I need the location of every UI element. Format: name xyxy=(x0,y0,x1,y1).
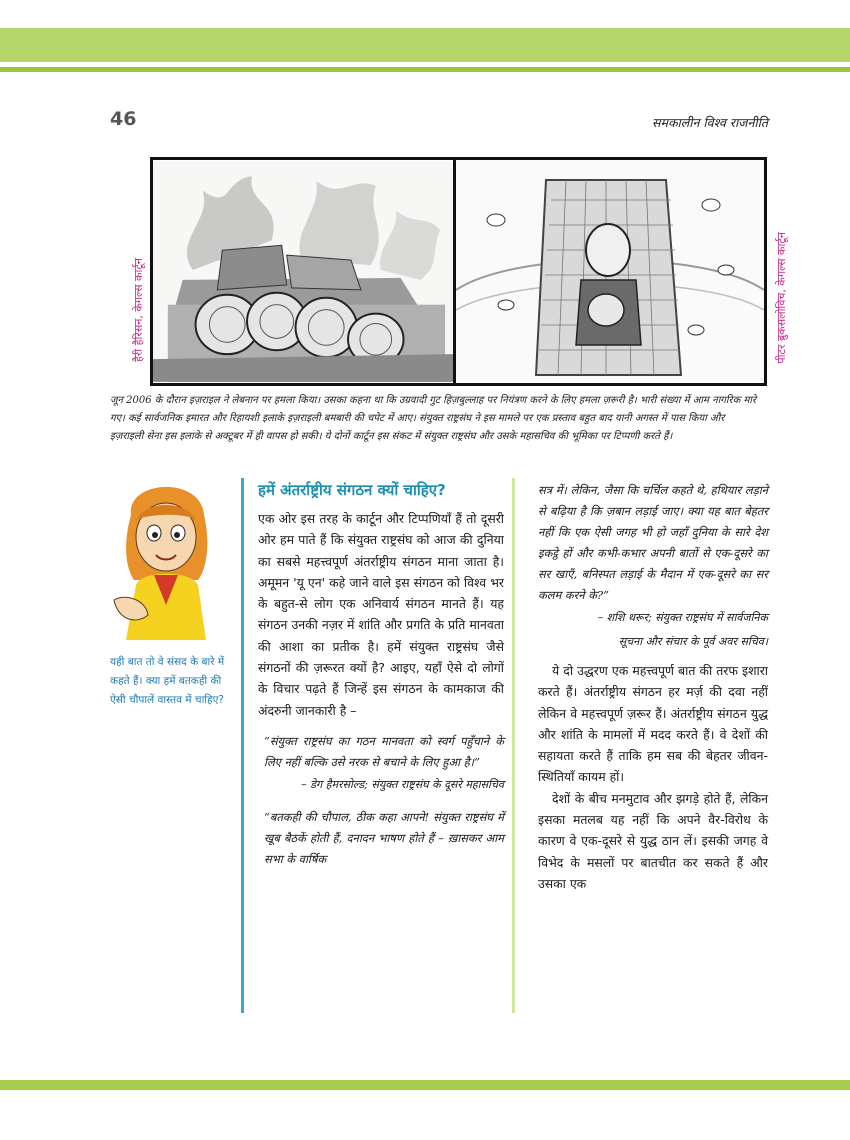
paragraph-disputes: देशों के बीच मनमुटाव और झगड़े होते हैं, लेकिन इसका मतलब यह नहीं कि अपने वैर-विरोध के कारण वे एक-दूसरे से युद्ध ठान लें। इसकी जगह वे विभेद के मसलों पर बातचीत कर सकते हैं और उसका एक xyxy=(538,790,768,891)
cartoon-caption: जून 2006 के दौरान इज़राइल ने लेबनान पर हमला किया। उसका कहना था कि उग्रवादी गुट हिज़बुल्लाह पर नियंत्रण करने के लिए हमला ज़रूरी है। भारी संख्या में आम नागरिक मारे गए। कई सार्वजनिक इमारत और रिहायशी इलाके इज़राइली बमबारी की चपेट में आए। संयुक्त राष्ट्रसंघ ने इस मामले पर एक प्रस्ताव बहुत बाद यानी अगस्त में पास किया और इज़राइली सेना इस इलाके से अक्टूबर में ही वापस हो सकी। ये दोनों कार्टून इस संकट में संयुक्त राष्ट्रसंघ और उसके महासचिव की भूमिका पर टिप्पणी करते हैं। xyxy=(110,395,757,442)
left-text-column xyxy=(258,480,504,870)
right-cartoon-credit: पीटर ब्रुकसलोविच, केगल्स कार्टून xyxy=(775,232,788,364)
quote-tharoor-continued: सत्र में। लेकिन, जैसा कि चर्चिल कहते थे, हथियार लड़ाने से बढ़िया है कि ज़बान लड़ाई जाए। क्या यह बात बेहतर नहीं कि एक ऐसी जगह भी हो जहाँ दुनिया के सारे देश इकट्ठे हों और कभी-कभार अपनी बातों से एक-दूसरे का सर खाएँ, बनिस्पत लड़ाई के मैदान में एक-दूसरे का सर कलम करने के?” xyxy=(538,483,768,602)
top-color-band xyxy=(0,28,850,62)
cartoon-frame xyxy=(150,157,767,386)
quote-hammarskjold: “संयुक्त राष्ट्रसंघ का गठन मानवता को स्वर्ग पहुँचाने के लिए नहीं बल्कि उसे नरक से बचाने के लिए हुआ है।” xyxy=(264,733,504,769)
cartoon-secretary-general-drawing xyxy=(456,160,764,383)
left-column-rule xyxy=(241,478,244,1013)
book-title: समकालीन विश्व राजनीति xyxy=(652,115,768,130)
mascot-girl-drawing xyxy=(106,475,224,645)
paragraph-quotes-meaning: ये दो उद्धरण एक महत्त्वपूर्ण बात की तरफ इशारा करते हैं। अंतर्राष्ट्रीय संगठन हर मर्ज़ की दवा नहीं लेकिन वे महत्त्वपूर्ण ज़रूर हैं। अंतर्राष्ट्रीय संगठन युद्ध और शांति के मामलों में मदद करते हैं। वे देशों की सहायता करते हैं ताकि हम सब की बेहतर जीवन-स्थितियाँ कायम हों। xyxy=(538,663,768,785)
bottom-color-band xyxy=(0,1080,850,1090)
left-cartoon-credit: हैरी हैरिसन, केगल्स कार्टून xyxy=(132,258,145,363)
quote-tharoor-start: “बतकही की चौपाल, ठीक कहा आपने! संयुक्त राष्ट्रसंघ में खूब बैठकें होती हैं, दनादन भाषण होते हैं – ख़ासकर आम सभा के वार्षिक xyxy=(264,809,504,866)
attribution-tharoor: – शशि थरूर; संयुक्त राष्ट्रसंघ में सार्वजनिक सूचना और संचार के पूर्व अवर सचिव। xyxy=(597,611,768,648)
cartoon-un-ruins-drawing xyxy=(153,160,453,383)
cartoon-un-ruins xyxy=(153,160,456,383)
top-accent-line xyxy=(0,67,850,72)
section-heading: हमें अंतर्राष्ट्रीय संगठन क्यों चाहिए? xyxy=(258,481,446,499)
right-text-column xyxy=(538,480,768,894)
attribution-hammarskjold: – डेग हैमरसोल्ड; संयुक्त राष्ट्रसंघ के दूसरे महासचिव xyxy=(301,777,504,791)
sidebar-note: यही बात तो वे संसद के बारे में कहते हैं। क्या हमें बतकही की ऐसी चौपालें वास्तव में चाहिए? xyxy=(110,656,225,706)
paragraph-intro: एक ओर इस तरह के कार्टून और टिप्पणियाँ हैं तो दूसरी ओर हम पाते हैं कि संयुक्त राष्ट्रसंघ को आज की दुनिया का सबसे महत्त्वपूर्ण अंतर्राष्ट्रीय संगठन माना जाता है। अमूमन 'यू एन' कहे जाने वाले इस संगठन को विश्व भर के बहुत-से लोग एक अनिवार्य संगठन मानते हैं। यह संगठन उनकी नज़र में शांति और प्रगति के प्रति मानवता की आशा का प्रतीक है। हमें संयुक्त राष्ट्रसंघ जैसे संगठनों की ज़रूरत क्यों है? आइए, यहाँ ऐसे दो लोगों के विचार पढ़ते हैं जिन्हें इस संगठन के कामकाज की अंदरुनी जानकारी है – xyxy=(258,511,504,718)
middle-column-rule xyxy=(512,478,515,1013)
cartoon-secretary-general xyxy=(456,160,764,383)
page-number: 46 xyxy=(110,108,137,130)
mascot-girl-illustration xyxy=(106,475,224,645)
